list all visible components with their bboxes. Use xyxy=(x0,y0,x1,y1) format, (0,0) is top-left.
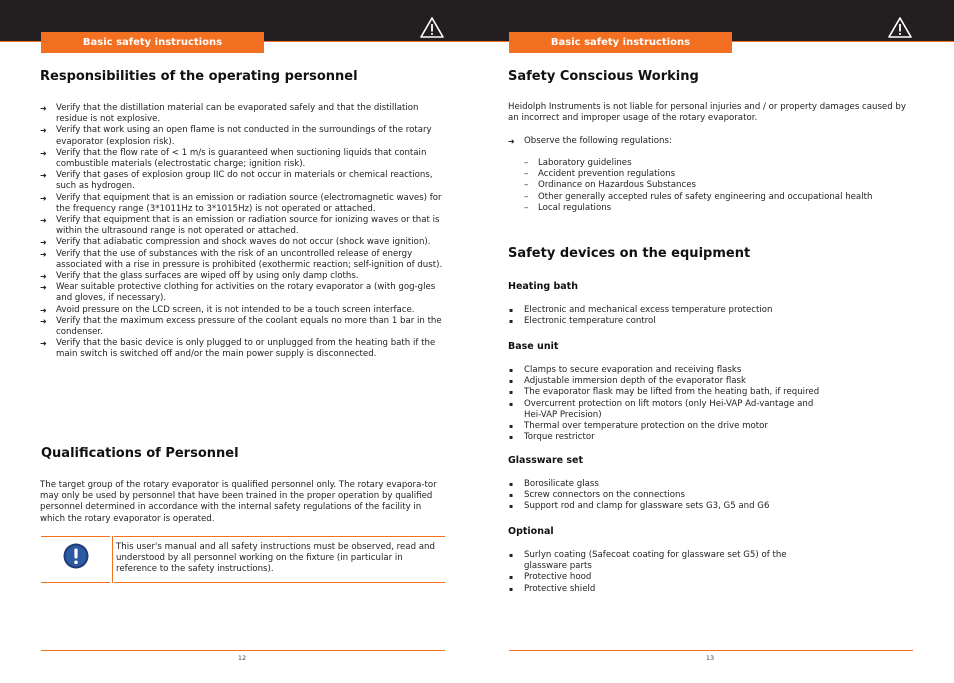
qualifications-body: The target group of the rotary evaporator is qualified personnel only. The rotary evapora-tor may only be used by personnel that have been trained in the proper operation by qualified personnel determined in accordance with the internal safety regulations of the facility in which the rotary evaporator is operated. xyxy=(40,480,437,524)
section-tab-left: Basic safety instructions xyxy=(41,32,264,53)
list-item: ▪ Thermal over temperature protection on the drive motor xyxy=(509,421,768,432)
list-item: ▪ Support rod and clamp for glassware sets G3, G5 and G6 xyxy=(509,501,770,512)
safety-conscious-title: Safety Conscious Working xyxy=(508,69,699,84)
list-item: ▪ Adjustable immersion depth of the evaporator flask xyxy=(509,376,747,387)
device-group-heading: Optional xyxy=(508,526,554,537)
arrow-icon: ➜ xyxy=(40,148,47,158)
exclamation-circle-icon xyxy=(63,543,89,569)
list-item: ➜ Verify that the basic device is only plugged to or unplugged from the heating bath if the main switch is switched off and/or the main power supply is disconnected. xyxy=(40,338,436,360)
safety-devices-title: Safety devices on the equipment xyxy=(508,246,751,261)
dash-marker: – xyxy=(524,180,529,191)
footer-rule-right xyxy=(509,650,913,651)
arrow-icon: ➜ xyxy=(40,238,47,248)
list-item: – Other generally accepted rules of safety engineering and occupational health xyxy=(524,191,873,202)
list-item: ➜ Verify that the use of substances with the risk of an uncontrolled release of energy associated with a rise in pressure is prohibited (exothermic reaction; self-ignition of dust). xyxy=(40,248,443,270)
device-group-heading: Glassware set xyxy=(508,455,584,466)
list-item: – Laboratory guidelines xyxy=(524,158,632,168)
list-item: ▪ Electronic temperature control xyxy=(509,316,656,327)
arrow-icon: ➜ xyxy=(508,137,515,146)
arrow-icon: ➜ xyxy=(40,339,47,349)
arrow-icon: ➜ xyxy=(40,216,47,226)
list-item: ➜ Avoid pressure on the LCD screen, it is not intended to be a touch screen interface. xyxy=(40,304,415,315)
square-bullet: ▪ xyxy=(509,378,514,386)
list-item: ▪ Overcurrent protection on lift motors (only Hei-VAP Ad-vantage and Hei-VAP Precision) xyxy=(509,398,814,420)
notice-text: This user's manual and all safety instructions must be observed, read and understood by all personnel working on the fixture (in particular in reference to the safety instructions). xyxy=(116,542,435,575)
arrow-icon: ➜ xyxy=(40,193,47,203)
footer-rule-left xyxy=(41,650,445,651)
square-bullet: ▪ xyxy=(509,585,514,593)
square-bullet: ▪ xyxy=(509,307,514,314)
page-number-right: 13 xyxy=(705,654,715,662)
list-item: ➜ Verify that equipment that is an emission or radiation source (electromagnetic waves) for the frequency range (3*1011Hz to 3*1015Hz) is not operated or attached. xyxy=(40,192,442,214)
dash-marker: – xyxy=(524,202,529,213)
notice-divider xyxy=(112,536,113,583)
regulations-list xyxy=(508,158,913,214)
list-item: ➜ Verify that the glass surfaces are wiped off by using only damp cloths. xyxy=(40,271,359,282)
list-item: – Ordinance on Hazardous Substances xyxy=(524,180,696,191)
dash-marker: – xyxy=(524,191,529,202)
notice-rule-top-left xyxy=(41,536,110,537)
arrow-icon: ➜ xyxy=(40,126,47,136)
notice-rule-top-right xyxy=(114,536,445,537)
square-bullet: ▪ xyxy=(509,389,514,397)
list-item: ▪ Screw connectors on the connections xyxy=(509,490,685,501)
notice-rule-bottom-right xyxy=(114,582,445,583)
notice-rule-bottom-left xyxy=(41,582,110,583)
list-item: ➜ Verify that adiabatic compression and shock waves do not occur (shock wave ignition). xyxy=(40,237,431,248)
dash-marker: – xyxy=(524,169,529,180)
list-item: ▪ Torque restrictor xyxy=(509,432,595,443)
square-bullet: ▪ xyxy=(509,400,514,408)
responsibilities-title: Responsibilities of the operating personnel xyxy=(40,69,358,84)
device-group-list xyxy=(508,365,828,443)
list-item: ▪ Protective hood xyxy=(509,572,592,583)
square-bullet: ▪ xyxy=(509,434,514,442)
warning-triangle-icon xyxy=(888,17,912,38)
list-item: ➜ Verify that gases of explosion group IIC do not occur in materials or chemical reactions, such as hydrogen. xyxy=(40,170,433,192)
arrow-icon: ➜ xyxy=(40,272,47,282)
list-item: – Local regulations xyxy=(524,202,612,213)
observe-item: ➜ Observe the following regulations: xyxy=(508,136,672,146)
list-item: ▪ Protective shield xyxy=(509,583,596,594)
square-bullet: ▪ xyxy=(509,552,514,559)
list-item: ➜ Verify that the distillation material can be evaporated safely and that the distillation residue is not explosive. xyxy=(40,103,419,125)
dash-marker: – xyxy=(524,158,529,168)
arrow-icon: ➜ xyxy=(40,104,47,113)
responsibilities-list xyxy=(40,103,445,361)
square-bullet: ▪ xyxy=(509,318,514,326)
square-bullet: ▪ xyxy=(509,367,514,374)
device-group-list xyxy=(508,305,828,327)
section-tab-right: Basic safety instructions xyxy=(509,32,732,53)
list-item: ➜ Verify that the maximum excess pressure of the coolant equals no more than 1 bar in the condenser. xyxy=(40,315,442,338)
list-item: – Accident prevention regulations xyxy=(524,169,676,180)
list-item: ➜ Verify that work using an open flame is not conducted in the surroundings of the rotary evaporator (explosion risk). xyxy=(40,125,432,147)
square-bullet: ▪ xyxy=(509,481,514,488)
page-number-left: 12 xyxy=(237,654,247,662)
square-bullet: ▪ xyxy=(509,492,514,500)
device-group-list xyxy=(508,479,828,513)
device-group-list xyxy=(508,550,828,595)
square-bullet: ▪ xyxy=(509,503,514,511)
device-group-heading: Heating bath xyxy=(508,281,578,292)
list-item: ➜ Verify that the flow rate of < 1 m/s is guaranteed when suctioning liquids that contain combustible materials (electrostatic charge; ignition risk). xyxy=(40,147,427,170)
list-item: ▪ Surlyn coating (Safecoat coating for glassware set G5) of the glassware parts xyxy=(509,550,787,572)
warning-triangle-icon xyxy=(420,17,444,38)
list-item: ▪ Borosilicate glass xyxy=(509,479,599,489)
list-item: ▪ The evaporator flask may be lifted from the heating bath, if required xyxy=(509,387,820,398)
square-bullet: ▪ xyxy=(509,574,514,582)
observe-list xyxy=(508,136,913,147)
arrow-icon: ➜ xyxy=(40,171,47,181)
arrow-icon: ➜ xyxy=(40,249,47,259)
device-group-heading: Base unit xyxy=(508,341,559,352)
list-item: ▪ Clamps to secure evaporation and receiving flasks xyxy=(509,365,742,375)
arrow-icon: ➜ xyxy=(40,316,47,326)
safety-conscious-body: Heidolph Instruments is not liable for personal injuries and / or property damages caused by an incorrect and improper usage of the rotary evaporator. xyxy=(508,102,906,124)
square-bullet: ▪ xyxy=(509,423,514,431)
arrow-icon: ➜ xyxy=(40,283,47,293)
list-item: ▪ Electronic and mechanical excess temperature protection xyxy=(509,305,773,315)
qualifications-title: Qualifications of Personnel xyxy=(41,446,239,461)
list-item: ➜ Verify that equipment that is an emission or radiation source for ionizing waves or that is within the ultrasound range is not operated or attached. xyxy=(40,215,440,237)
arrow-icon: ➜ xyxy=(40,305,47,315)
list-item: ➜ Wear suitable protective clothing for activities on the rotary evaporator a (with gog-gles and gloves, if necessary). xyxy=(40,282,436,304)
